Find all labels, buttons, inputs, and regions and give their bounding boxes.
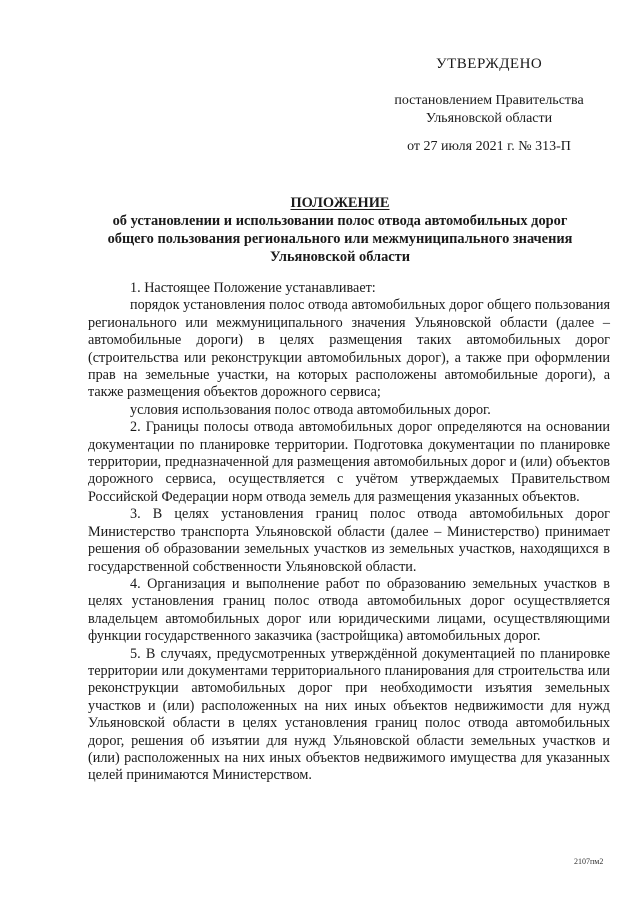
paragraph: порядок установления полос отвода автомобильных дорог общего пользования регионального или межмуниципального значения Ульяновской области (далее – автомобильные дороги) в целях размещения таких автомобильных дорог (строительства или реконструкции автомобильных дорог), а также при оформлении прав на земельные участки, на которых расположены автомобильные дороги), а также размещения объектов дорожного сервиса; bbox=[88, 297, 610, 401]
paragraph: 2. Границы полосы отвода автомобильных дорог определяются на основании документации по планировке территории. Подготовка документации по планировке территории, предназначенной для размещения автомобильных дорог и (или) объектов дорожного сервиса, осуществляется с учётом утверждаемых Правительством Российской Федерации норм отвода земель для размещения указанных объектов. bbox=[88, 419, 610, 505]
title-line-1: об установлении и использовании полос отвода автомобильных дорог bbox=[112, 213, 568, 229]
decree-reference bbox=[360, 92, 618, 128]
paragraph: 5. В случаях, предусмотренных утверждённой документацией по планировке территории или документами территориального планирования для строительства или реконструкции автомобильных дорог при необходимости изъятия земельных участков и (или) расположенных на них иных объектов недвижимости для нужд Ульяновской области в целях установления границ полос отвода автомобильных дорог, решения об изъятии для нужд Ульяновской области земельных участков и (или) расположенных на них иных объектов недвижимого имущества для указанных целей принимаются Министерством. bbox=[88, 645, 610, 784]
decree-line-2: Ульяновской области bbox=[425, 111, 553, 126]
decree-line-1: постановлением Правительства bbox=[394, 93, 584, 108]
title-line-2: общего пользования регионального или межмуниципального значения bbox=[107, 231, 573, 247]
footer-code: 2107пм2 bbox=[574, 857, 604, 866]
title-line-3: Ульяновской области bbox=[269, 249, 411, 265]
paragraph: 3. В целях установления границ полос отвода автомобильных дорог Министерство транспорта Ульяновской области (далее – Министерство) принимает решения об образовании земельных участков из земельных участков, находящихся в государственной собственности Ульяновской области. bbox=[88, 506, 610, 575]
paragraph: условия использования полос отвода автомобильных дорог. bbox=[130, 401, 491, 418]
decree-date: от 27 июля 2021 г. № 313-П bbox=[407, 139, 571, 154]
title-main: ПОЛОЖЕНИЕ bbox=[290, 195, 390, 211]
document-title bbox=[60, 194, 620, 266]
document-body bbox=[88, 280, 610, 785]
paragraph: 4. Организация и выполнение работ по образованию земельных участков в целях установления границ полос отвода автомобильных дорог осуществляется владельцем автомобильных дорог или юридическими лицами, осуществляющими функции государственного заказчика (застройщика) автомобильных дорог. bbox=[88, 575, 610, 645]
approved-label: УТВЕРЖДЕНО bbox=[436, 56, 543, 72]
paragraph: 1. Настоящее Положение устанавливает: bbox=[130, 280, 376, 296]
